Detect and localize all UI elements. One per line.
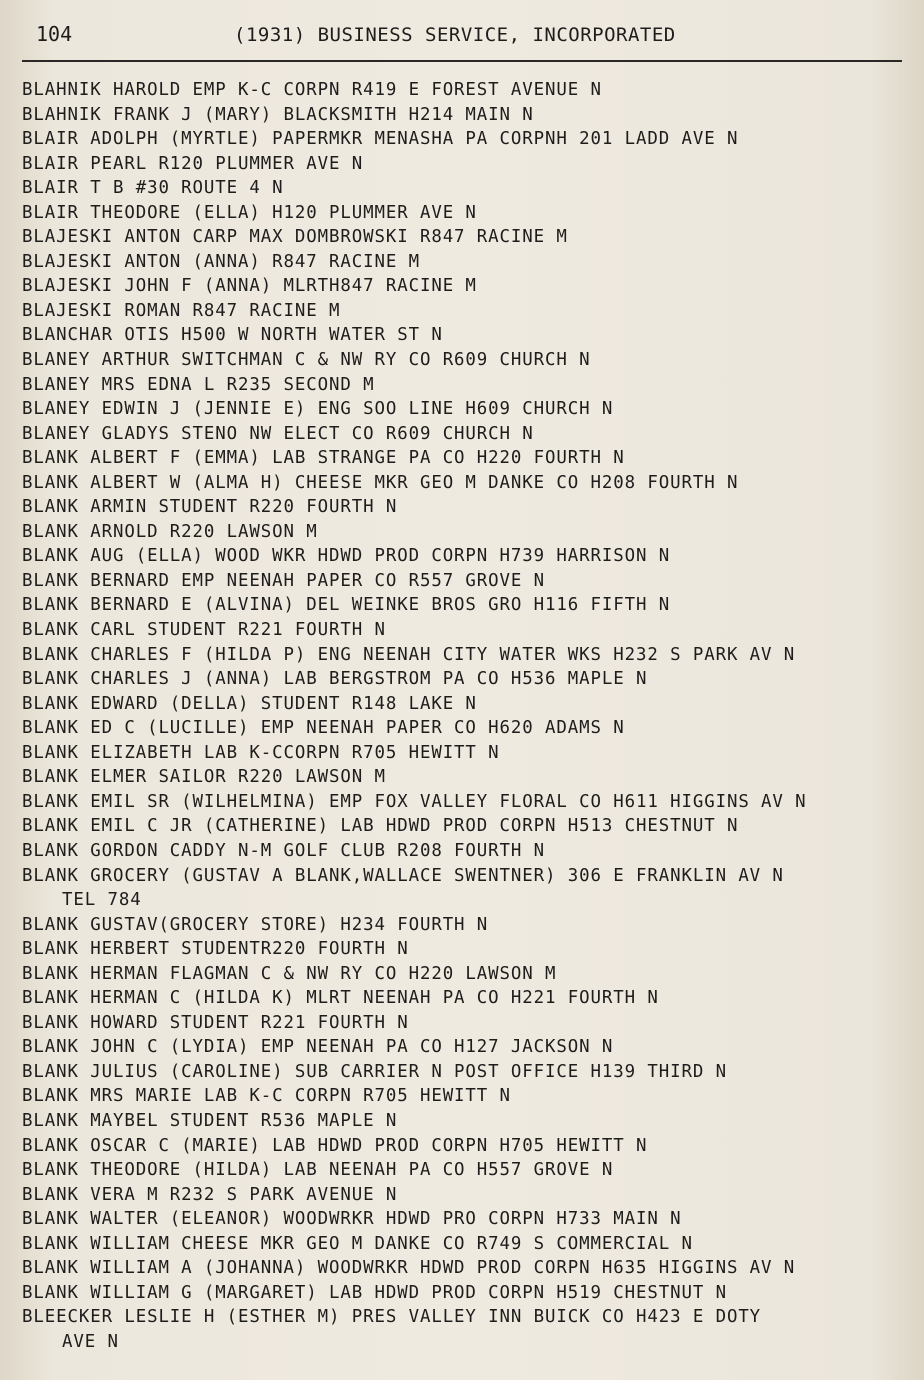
- directory-entry: BLANEY GLADYS STENO NW ELECT CO R609 CHURCH N: [22, 423, 534, 444]
- directory-entry: BLANK MRS MARIE LAB K-C CORPN R705 HEWITT N: [22, 1086, 511, 1107]
- directory-entry: BLANEY EDWIN J (JENNIE E) ENG SOO LINE H609 CHURCH N: [22, 399, 614, 420]
- directory-entry: BLANK MAYBEL STUDENT R536 MAPLE N: [22, 1110, 398, 1131]
- directory-entry: BLANK BERNARD E (ALVINA) DEL WEINKE BROS GRO H116 FIFTH N: [22, 595, 671, 616]
- directory-entry: BLANCHAR OTIS H500 W NORTH WATER ST N: [22, 325, 443, 346]
- directory-entry: BLANK THEODORE (HILDA) LAB NEENAH PA CO H557 GROVE N: [22, 1160, 614, 1181]
- directory-entry: BLANK ALBERT W (ALMA H) CHEESE MKR GEO M DANKE CO H208 FOURTH N: [22, 472, 739, 493]
- directory-entry: BLAIR T B #30 ROUTE 4 N: [22, 178, 284, 199]
- directory-entry: BLANK HOWARD STUDENT R221 FOURTH N: [22, 1012, 409, 1033]
- directory-entry: BLANK HERMAN FLAGMAN C & NW RY CO H220 LAWSON M: [22, 963, 557, 984]
- directory-entry: BLANK AUG (ELLA) WOOD WKR HDWD PROD CORPN H739 HARRISON N: [22, 546, 671, 567]
- directory-entry: BLANK EDWARD (DELLA) STUDENT R148 LAKE N: [22, 693, 477, 714]
- directory-entry: BLANEY ARTHUR SWITCHMAN C & NW RY CO R609 CHURCH N: [22, 350, 591, 371]
- directory-entry: BLANK HERMAN C (HILDA K) MLRT NEENAH PA CO H221 FOURTH N: [22, 988, 659, 1009]
- running-title: (1931) BUSINESS SERVICE, INCORPORATED: [234, 24, 676, 46]
- directory-entry: BLANK GORDON CADDY N-M GOLF CLUB R208 FOURTH N: [22, 840, 546, 861]
- directory-entry: BLEECKER LESLIE H (ESTHER M) PRES VALLEY INN BUICK CO H423 E DOTY: [22, 1307, 762, 1328]
- directory-entry: BLANK ARNOLD R220 LAWSON M: [22, 521, 318, 542]
- directory-entry: BLANK GROCERY (GUSTAV A BLANK,WALLACE SWENTNER) 306 E FRANKLIN AV N: [22, 865, 784, 886]
- directory-entry: BLANEY MRS EDNA L R235 SECOND M: [22, 374, 375, 395]
- directory-entry: BLANK GUSTAV(GROCERY STORE) H234 FOURTH N: [22, 914, 489, 935]
- directory-entry: BLANK WALTER (ELEANOR) WOODWRKR HDWD PRO CORPN H733 MAIN N: [22, 1209, 682, 1230]
- directory-entry: BLAJESKI ROMAN R847 RACINE M: [22, 300, 341, 321]
- page-header: [22, 22, 902, 62]
- directory-entry: BLANK WILLIAM CHEESE MKR GEO M DANKE CO R749 S COMMERCIAL N: [22, 1233, 693, 1254]
- directory-entry: BLAHNIK FRANK J (MARY) BLACKSMITH H214 MAIN N: [22, 104, 534, 125]
- directory-listing: [22, 78, 906, 1354]
- directory-entry: BLANK OSCAR C (MARIE) LAB HDWD PROD CORPN H705 HEWITT N: [22, 1135, 648, 1156]
- directory-entry: BLANK VERA M R232 S PARK AVENUE N: [22, 1184, 398, 1205]
- directory-entry: BLANK CHARLES J (ANNA) LAB BERGSTROM PA CO H536 MAPLE N: [22, 669, 648, 690]
- directory-entry: BLAJESKI ANTON (ANNA) R847 RACINE M: [22, 251, 420, 272]
- directory-entry: BLAHNIK HAROLD EMP K-C CORPN R419 E FOREST AVENUE N: [22, 80, 602, 100]
- directory-entry: BLANK ELIZABETH LAB K-CCORPN R705 HEWITT N: [22, 742, 500, 763]
- directory-entry: BLANK ARMIN STUDENT R220 FOURTH N: [22, 497, 398, 518]
- directory-entry-continuation: TEL 784: [62, 890, 142, 911]
- directory-entry: BLANK ELMER SAILOR R220 LAWSON M: [22, 767, 386, 788]
- directory-entry-continuation: AVE N: [62, 1331, 119, 1352]
- directory-entry: BLANK EMIL C JR (CATHERINE) LAB HDWD PROD CORPN H513 CHESTNUT N: [22, 816, 739, 837]
- directory-entry: BLANK ED C (LUCILLE) EMP NEENAH PAPER CO H620 ADAMS N: [22, 718, 625, 739]
- directory-entry: BLANK BERNARD EMP NEENAH PAPER CO R557 GROVE N: [22, 570, 546, 591]
- directory-entry: BLANK JOHN C (LYDIA) EMP NEENAH PA CO H127 JACKSON N: [22, 1037, 614, 1058]
- directory-entry: BLANK CHARLES F (HILDA P) ENG NEENAH CITY WATER WKS H232 S PARK AV N: [22, 644, 796, 665]
- directory-entry: BLAJESKI JOHN F (ANNA) MLRTH847 RACINE M: [22, 276, 477, 297]
- directory-entry: BLANK CARL STUDENT R221 FOURTH N: [22, 620, 386, 641]
- page-number: 104: [36, 22, 73, 46]
- directory-entry: BLAIR PEARL R120 PLUMMER AVE N: [22, 153, 364, 174]
- directory-entry: BLANK JULIUS (CAROLINE) SUB CARRIER N POST OFFICE H139 THIRD N: [22, 1061, 727, 1082]
- directory-entry: BLANK EMIL SR (WILHELMINA) EMP FOX VALLEY FLORAL CO H611 HIGGINS AV N: [22, 791, 807, 812]
- directory-entry: BLANK WILLIAM G (MARGARET) LAB HDWD PROD CORPN H519 CHESTNUT N: [22, 1282, 727, 1303]
- directory-entry: BLANK HERBERT STUDENTR220 FOURTH N: [22, 939, 409, 960]
- directory-entry: BLAJESKI ANTON CARP MAX DOMBROWSKI R847 RACINE M: [22, 227, 568, 248]
- directory-entry: BLAIR ADOLPH (MYRTLE) PAPERMKR MENASHA PA CORPNH 201 LADD AVE N: [22, 129, 739, 150]
- directory-entry: BLANK ALBERT F (EMMA) LAB STRANGE PA CO H220 FOURTH N: [22, 448, 625, 469]
- directory-entry: BLANK WILLIAM A (JOHANNA) WOODWRKR HDWD PROD CORPN H635 HIGGINS AV N: [22, 1258, 796, 1279]
- directory-entry: BLAIR THEODORE (ELLA) H120 PLUMMER AVE N: [22, 202, 477, 223]
